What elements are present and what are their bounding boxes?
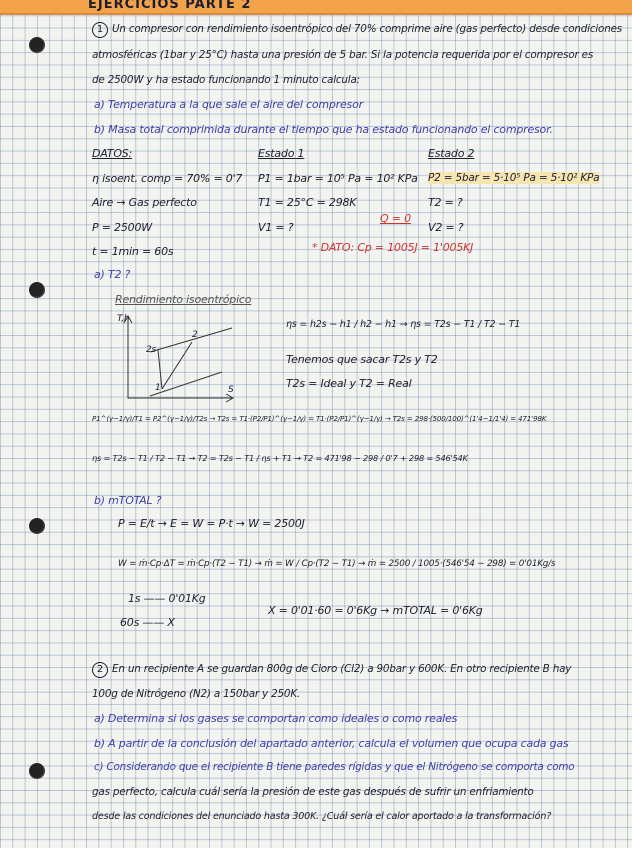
problem-1-line-1: 1 Un compresor con rendimiento isoentrópico del 70% comprime aire (gas perfecto) desde condiciones [92, 22, 622, 38]
question-1a: a) Temperatura a la que sale el aire del compresor [94, 98, 363, 111]
point-2-label: 2 [192, 330, 198, 340]
eta-formula: ηs = h2s − h1 / h2 − h1 → ηs = T2s − T1 / T2 − T1 [286, 319, 521, 330]
problem-1-line-2: atmosféricas (1bar y 25°C) hasta una presión de 5 bar. Si la potencia requerida por el compresor es [92, 49, 594, 61]
estado-1-volumen: V1 = ? [258, 221, 294, 234]
datos-eta: η isoent. comp = 70% = 0'7 [92, 172, 243, 185]
part-a-heading: a) T2 ? [94, 268, 131, 281]
rule-of-three-1: 1s —— 0'01Kg [128, 592, 206, 605]
estado-1-presion: P1 = 1bar = 10⁵ Pa = 10² KPa [258, 172, 418, 185]
y-axis-label: T,h [117, 314, 130, 324]
estado-2-volumen: V2 = ? [428, 221, 464, 234]
x-axis-label: S [228, 385, 234, 395]
page-title: EJERCICIOS PARTE 2 [88, 0, 252, 12]
estado-1-heading: Estado 1 [258, 147, 305, 160]
estado-1-temperatura: T1 = 25°C = 298K [258, 196, 357, 209]
estado-2-presion: P2 = 5bar = 5·10⁵ Pa = 5·10² KPa [428, 172, 600, 184]
point-1-label: 1 [155, 383, 161, 393]
calc-t2s: P1^(γ−1/γ)/T1 = P2^(γ−1/γ)/T2s → T2s = T1·(P2/P1)^(γ−1/γ) = T1·(P2/P1)^(γ−1/γ) → T2s = 298·(500/100)^(1'4−1/1'4) = 471'98K [92, 414, 547, 423]
need-note: Tenemos que sacar T2s y T2 [286, 353, 438, 366]
question-2c-line-3: desde las condiciones del enunciado hasta 300K. ¿Cuál sería el calor aportado a la transformación? [92, 811, 552, 822]
rule-of-three-2: 60s —— X [120, 616, 175, 629]
question-2a: a) Determina si los gases se comportan como ideales o como reales [94, 712, 458, 725]
isobar-p2 [150, 328, 232, 352]
adiabatic-note: Q = 0 [380, 212, 411, 225]
ideal-real-note: T2s = Ideal y T2 = Real [286, 377, 412, 390]
compression-line-real [162, 342, 192, 389]
estado-2-temperatura: T2 = ? [428, 196, 463, 209]
problem-1-line-3: de 2500W y ha estado funcionando 1 minuto calcula: [92, 74, 360, 86]
calc-total-mass: X = 0'01·60 = 0'6Kg → mTOTAL = 0'6Kg [268, 604, 483, 617]
calc-mass-flow: W = ṁ·Cp·ΔT = ṁ·Cp·(T2 − T1) → ṁ = W / Cp·(T2 − T1) → ṁ = 2500 / 1005·(546'54 − 298) = 0'01Kg/s [118, 559, 556, 569]
problem-2-line-2: 100g de Nitrógeno (N2) a 150bar y 250K. [92, 688, 301, 700]
datos-aire: Aire → Gas perfecto [92, 196, 197, 209]
question-2c-line-1: c) Considerando que el recipiente B tiene paredes rígidas y que el Nitrógeno se comporta como [94, 761, 575, 773]
problem-number: 2 [92, 662, 108, 678]
datos-potencia: P = 2500W [92, 221, 152, 234]
calc-work: P = E/t → E = W = P·t → W = 2500J [118, 517, 305, 530]
datos-tiempo: t = 1min = 60s [92, 245, 174, 258]
question-1b: b) Masa total comprimida durante el tiempo que ha estado funcionando el compresor. [94, 123, 553, 136]
question-2b: b) A partir de la conclusión del apartado anterior, calcula el volumen que ocupa cada gas [94, 737, 569, 750]
question-2c-line-2: gas perfecto, calcula cuál sería la presión de este gas después de sufrir un enfriamiento [92, 786, 534, 798]
datos-heading: DATOS: [92, 147, 133, 160]
calc-t2: ηs = T2s − T1 / T2 − T1 → T2 = T2s − T1 / ηs + T1 → T2 = 471'98 − 298 / 0'7 + 298 = 546'54K [92, 453, 468, 463]
estado-2-heading: Estado 2 [428, 147, 475, 160]
point-2s-label: 2s [146, 345, 157, 355]
rendimiento-label: Rendimiento isoentrópico [115, 293, 252, 306]
problem-number: 1 [92, 22, 108, 38]
dato-cp: * DATO: Cp = 1005J = 1'005KJ [312, 241, 474, 254]
part-b-heading: b) mTOTAL ? [94, 494, 162, 507]
problem-2-line-1: 2 En un recipiente A se guardan 800g de Cloro (Cl2) a 90bar y 600K. En otro recipiente B hay [92, 662, 571, 678]
